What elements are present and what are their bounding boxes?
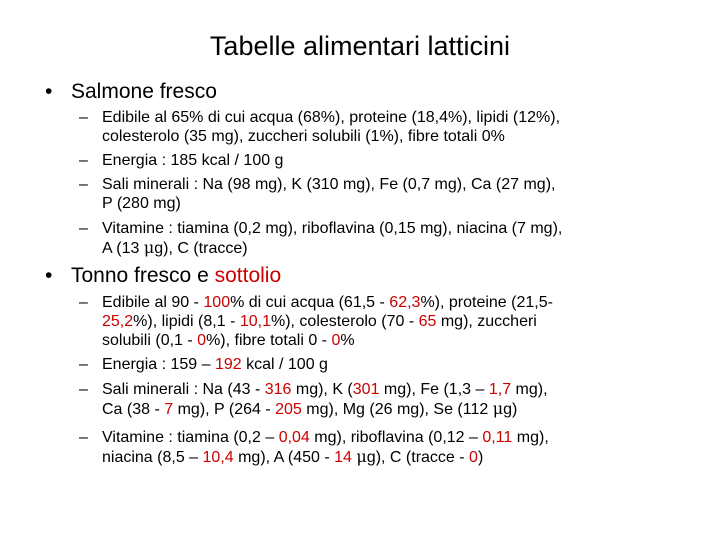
dash: – — [79, 356, 88, 373]
text-run: solubili (0,1 - — [102, 332, 198, 349]
text-run: g) — [503, 401, 518, 418]
text-run: Energia : 159 – — [102, 356, 215, 373]
bullet-dot: • — [45, 264, 53, 287]
highlight-value: 0 — [197, 332, 207, 349]
text-run: kcal / 100 g — [241, 356, 328, 373]
highlight-value: 205 — [275, 401, 302, 418]
highlight-value: 10,4 — [202, 449, 234, 466]
highlight-value: 65 — [418, 313, 437, 330]
tonno-item-edibile — [79, 293, 689, 350]
text-run: Edibile al 90 - — [102, 294, 204, 311]
text-run: mg), riboflavina (0,12 – — [309, 429, 483, 446]
heading-salmone-fresco: Salmone fresco — [71, 80, 217, 103]
text-run: ) — [477, 449, 484, 466]
tonno-item-energia — [79, 355, 689, 374]
text-run: % — [340, 332, 355, 349]
dash: – — [79, 294, 88, 311]
text-run: mg), P (264 - — [173, 401, 276, 418]
text-line: Edibile al 65% di cui acqua (68%), proteine (18,4%), lipidi (12%), — [102, 109, 561, 126]
text-run: g), C (tracce - — [366, 449, 470, 466]
text-line — [79, 331, 689, 350]
text-run: %), colesterolo (70 - — [270, 313, 419, 330]
text-line — [79, 428, 689, 447]
salmone-item-sali-minerali — [79, 175, 689, 213]
dash: – — [79, 176, 88, 193]
text-run: mg), A (450 - — [233, 449, 335, 466]
text-run: % di cui acqua (61,5 - — [230, 294, 390, 311]
highlight-value: 62,3 — [389, 294, 421, 311]
highlight-value: 0,04 — [278, 429, 310, 446]
salmone-item-vitamine — [79, 219, 689, 258]
highlight-value: 316 — [264, 381, 292, 398]
highlight-value: 14 — [334, 449, 352, 466]
highlight-value: 0,11 — [482, 429, 513, 446]
text-line: Energia : 185 kcal / 100 g — [102, 152, 284, 169]
heading-tonno — [71, 264, 281, 288]
dash: – — [79, 109, 88, 126]
dash: – — [79, 220, 88, 237]
dash: – — [79, 381, 88, 398]
text-run: %), fibre totali 0 - — [206, 332, 332, 349]
text-line: colesterolo (35 mg), zuccheri solubili (1%), fibre totali 0% — [102, 128, 505, 145]
highlight-value: 0 — [469, 449, 478, 466]
text-run: %), lipidi (8,1 - — [133, 313, 240, 330]
text-run: Sali minerali : Na (43 - — [102, 381, 265, 398]
text-line — [79, 355, 689, 374]
heading-part-highlight: sottolio — [214, 264, 282, 287]
text-run: mg), K ( — [291, 381, 353, 398]
text-run: mg), Fe (1,3 – — [379, 381, 489, 398]
slide-title: Tabelle alimentari latticini — [209, 31, 511, 61]
text-run: g), C (tracce) — [154, 240, 248, 257]
text-line — [79, 447, 689, 467]
bullet-dot: • — [45, 80, 53, 103]
text-run: A (13 — [102, 240, 144, 257]
dash: – — [79, 152, 88, 169]
text-line — [79, 238, 689, 258]
tonno-item-sali-minerali — [79, 380, 689, 419]
highlight-value: 7 — [164, 401, 174, 418]
highlight-value: 301 — [352, 381, 380, 398]
salmone-item-edibile — [79, 108, 689, 146]
text-line: P (280 mg) — [102, 195, 181, 212]
mu-symbol: μ — [492, 399, 504, 418]
text-line — [79, 399, 689, 419]
text-run: %), proteine (21,5- — [420, 294, 553, 311]
heading-part: Tonno fresco e — [71, 264, 215, 287]
text-line — [79, 293, 689, 312]
highlight-value: 100 — [203, 294, 231, 311]
highlight-value: 0 — [331, 332, 341, 349]
dash: – — [79, 429, 88, 446]
text-line — [79, 312, 689, 331]
text-run: mg), — [512, 429, 549, 446]
text-line: Vitamine : tiamina (0,2 mg), riboflavina (0,15 mg), niacina (7 mg), — [102, 220, 563, 237]
highlight-value: 25,2 — [102, 313, 134, 330]
highlight-value: 10,1 — [239, 313, 271, 330]
text-run: mg), zuccheri — [436, 313, 537, 330]
text-run: Vitamine : tiamina (0,2 – — [102, 429, 279, 446]
text-line — [79, 380, 689, 399]
tonno-item-vitamine — [79, 428, 689, 467]
salmone-item-energia — [79, 151, 689, 170]
mu-symbol: μ — [356, 447, 367, 466]
text-line: Sali minerali : Na (98 mg), K (310 mg), Fe (0,7 mg), Ca (27 mg), — [102, 176, 556, 193]
text-run: mg), — [511, 381, 548, 398]
mu-symbol: μ — [143, 238, 155, 257]
highlight-value: 1,7 — [488, 381, 512, 398]
text-run: niacina (8,5 – — [102, 449, 203, 466]
text-run: Ca (38 - — [102, 401, 165, 418]
text-run: mg), Mg (26 mg), Se (112 — [301, 401, 493, 418]
highlight-value: 192 — [214, 356, 242, 373]
